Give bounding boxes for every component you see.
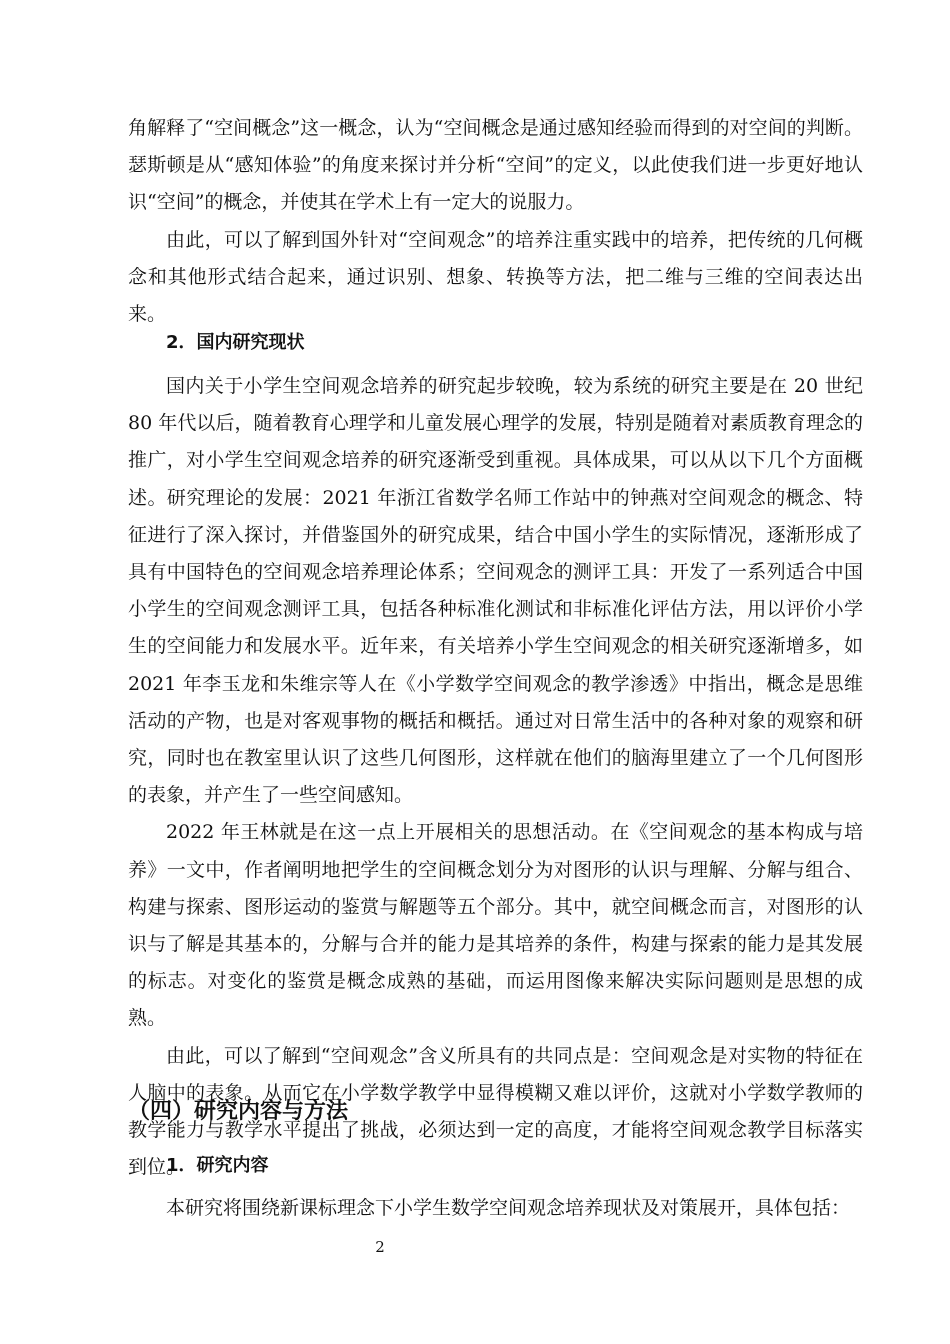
domestic-paragraphs [128,368,863,1186]
paragraph-domestic-overview: 国内关于小学生空间观念培养的研究起步较晚，较为系统的研究主要是在 20 世纪 80 年代以后，随着教育心理学和儿童发展心理学的发展，特别是随着对素质教育理念的推广，对小学生空间观念培养的研究逐渐受到重视。具体成果，可以从以下几个方面概述。研究理论的发展：2021 年浙江省数学名师工作站中的钟燕对空间观念的概念、特征进行了深入探讨，并借鉴国外的研究成果，结合中国小学生的实际情况，逐渐形成了具有中国特色的空间观念培养理论体系；空间观念的测评工具：开发了一系列适合中国小学生的空间观念测评工具，包括各种标准化测试和非标准化评估方法，用以评价小学生的空间能力和发展水平。近年来，有关培养小学生空间观念的相关研究逐渐增多，如 2021 年李玉龙和朱维宗等人在《小学数学空间观念的教学渗透》中指出，概念是思维活动的产物，也是对客观事物的概括和概括。通过对日常生活中的各种对象的观察和研究，同时也在教室里认识了这些几何图形，这样就在他们的脑海里建立了一个几何图形的表象，并产生了一些空间感知。 [128,375,863,807]
top-paragraphs [128,110,863,333]
paragraph-research-content: 本研究将围绕新课标理念下小学生数学空间观念培养现状及对策展开，具体包括： [166,1197,851,1219]
heading-research-content: 1．研究内容 [166,1155,269,1176]
paragraph-foreign-summary: 由此，可以了解到国外针对“空间观念”的培养注重实践中的培养，把传统的几何概念和其他形式结合起来，通过识别、想象、转换等方法，把二维与三维的空间表达出来。 [128,228,863,326]
heading-domestic-research: 2．国内研究现状 [166,332,305,353]
paragraph-common-points: 由此，可以了解到“空间观念”含义所具有的共同点是：空间观念是对实物的特征在人脑中的表象。从而它在小学数学教学中显得模糊又难以评价，这就对小学数学教师的教学能力与教学水平提出了挑战，必须达到一定的高度，才能将空间观念教学目标落实到位。 [128,1044,863,1179]
heading-section-four: （四）研究内容与方法 [128,1099,349,1124]
content-paragraphs [128,1190,863,1227]
page-number: 2 [375,1238,385,1256]
paragraph-continued: 角解释了“空间概念”这一概念，认为“空间概念是通过感知经验而得到的对空间的判断。瑟斯顿是从“感知体验”的角度来探讨并分析“空间”的定义，以此使我们进一步更好地认识“空间”的概念，并使其在学术上有一定大的说服力。 [128,117,863,214]
paragraph-wang-lin: 2022 年王林就是在这一点上开展相关的思想活动。在《空间观念的基本构成与培养》一文中，作者阐明地把学生的空间概念划分为对图形的认识与理解、分解与组合、构建与探索、图形运动的鉴赏与解题等五个部分。其中，就空间概念而言，对图形的认识与了解是其基本的，分解与合并的能力是其培养的条件，构建与探索的能力是其发展的标志。对变化的鉴赏是概念成熟的基础，而运用图像来解决实际问题则是思想的成熟。 [128,821,863,1030]
